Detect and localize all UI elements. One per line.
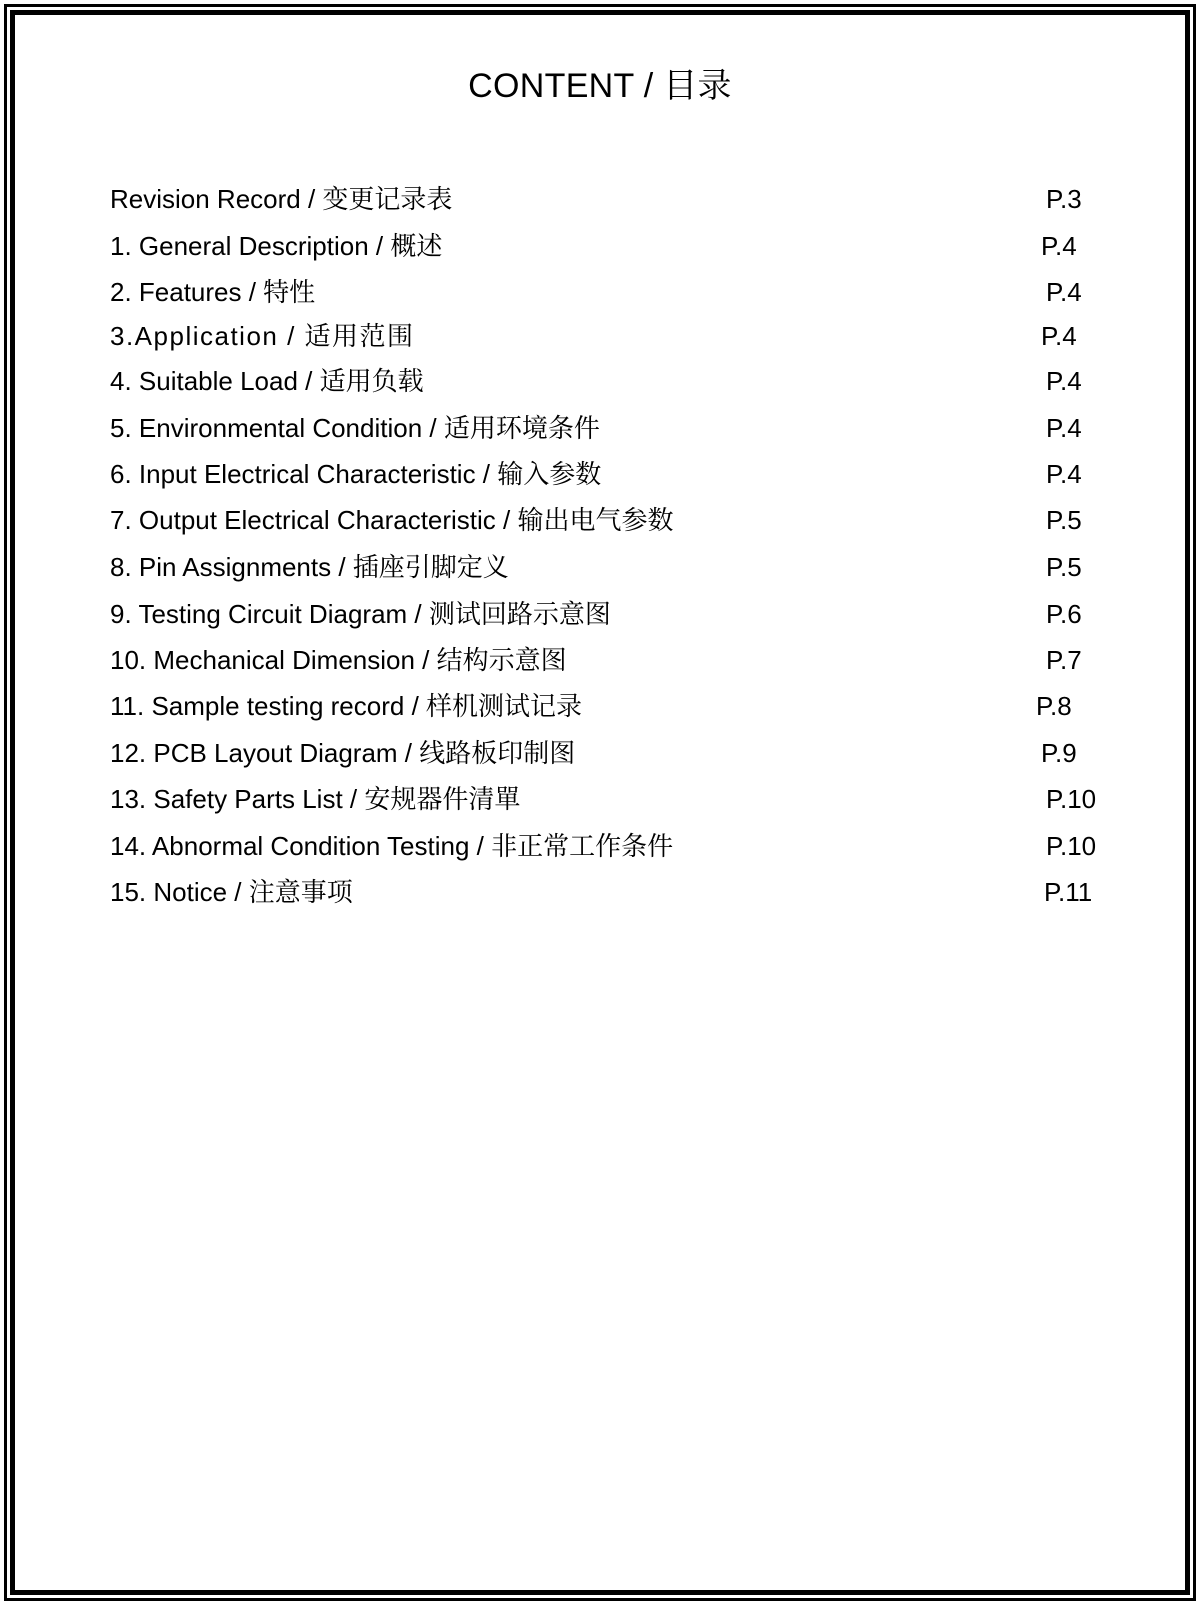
- toc-entry-label: 14. Abnormal Condition Testing / 非正常工作条件: [110, 831, 674, 861]
- toc-entry-page: P.4: [1046, 413, 1082, 443]
- toc-entry-label: 11. Sample testing record / 样机测试记录: [110, 691, 583, 721]
- toc-entry-label: 12. PCB Layout Diagram / 线路板印制图: [110, 738, 576, 768]
- toc-entry-testing-circuit[interactable]: [0, 594, 1200, 634]
- toc-entry-page: P.5: [1046, 552, 1082, 582]
- toc-entry-general-description[interactable]: [0, 226, 1200, 266]
- toc-entry-page: P.4: [1046, 366, 1082, 396]
- toc-entry-label: 9. Testing Circuit Diagram / 测试回路示意图: [110, 599, 611, 629]
- toc-entry-revision-record[interactable]: [0, 179, 1200, 219]
- toc-entry-label: Revision Record / 变更记录表: [110, 184, 453, 214]
- toc-entry-label: 1. General Description / 概述: [110, 231, 443, 261]
- toc-entry-page: P.9: [1041, 738, 1077, 768]
- toc-entry-page: P.5: [1046, 505, 1082, 535]
- toc-entry-environmental-condition[interactable]: [0, 408, 1200, 448]
- toc-entry-page: P.6: [1046, 599, 1082, 629]
- toc-entry-label: 4. Suitable Load / 适用负载: [110, 366, 424, 396]
- toc-entry-label: 3.Application / 适用范围: [110, 321, 415, 351]
- toc-entry-page: P.10: [1046, 784, 1097, 814]
- toc-entry-label: 15. Notice / 注意事项: [110, 877, 353, 907]
- toc-entry-page: P.4: [1041, 231, 1077, 261]
- toc-entry-page: P.4: [1046, 277, 1082, 307]
- toc-entry-input-electrical[interactable]: [0, 454, 1200, 494]
- toc-entry-mechanical-dimension[interactable]: [0, 640, 1200, 680]
- toc-entry-application[interactable]: [0, 316, 1200, 356]
- toc-entry-page: P.3: [1046, 184, 1082, 214]
- toc-entry-page: P.4: [1041, 321, 1077, 351]
- toc-entry-pcb-layout[interactable]: [0, 733, 1200, 773]
- toc-entry-pin-assignments[interactable]: [0, 547, 1200, 587]
- page-title: CONTENT / 目录: [468, 67, 732, 105]
- toc-entry-label: 2. Features / 特性: [110, 277, 316, 307]
- toc-entry-suitable-load[interactable]: [0, 361, 1200, 401]
- toc-entry-features[interactable]: [0, 272, 1200, 312]
- toc-entry-label: 10. Mechanical Dimension / 结构示意图: [110, 645, 567, 675]
- toc-entry-abnormal-condition[interactable]: [0, 826, 1200, 866]
- toc-entry-page: P.4: [1046, 459, 1082, 489]
- toc-entry-label: 6. Input Electrical Characteristic / 输入参数: [110, 459, 602, 489]
- toc-entry-safety-parts[interactable]: [0, 779, 1200, 819]
- toc-entry-sample-testing[interactable]: [0, 686, 1200, 726]
- toc-entry-page: P.8: [1036, 691, 1072, 721]
- toc-entry-notice[interactable]: [0, 872, 1200, 912]
- toc-entry-page: P.7: [1046, 645, 1082, 675]
- toc-entry-output-electrical[interactable]: [0, 500, 1200, 540]
- toc-entry-page: P.11: [1044, 877, 1093, 907]
- toc-entry-page: P.10: [1046, 831, 1097, 861]
- toc-entry-label: 8. Pin Assignments / 插座引脚定义: [110, 552, 509, 582]
- toc-entry-label: 13. Safety Parts List / 安规器件清單: [110, 784, 521, 814]
- toc-entry-label: 5. Environmental Condition / 适用环境条件: [110, 413, 600, 443]
- toc-entry-label: 7. Output Electrical Characteristic / 输出电气参数: [110, 505, 674, 535]
